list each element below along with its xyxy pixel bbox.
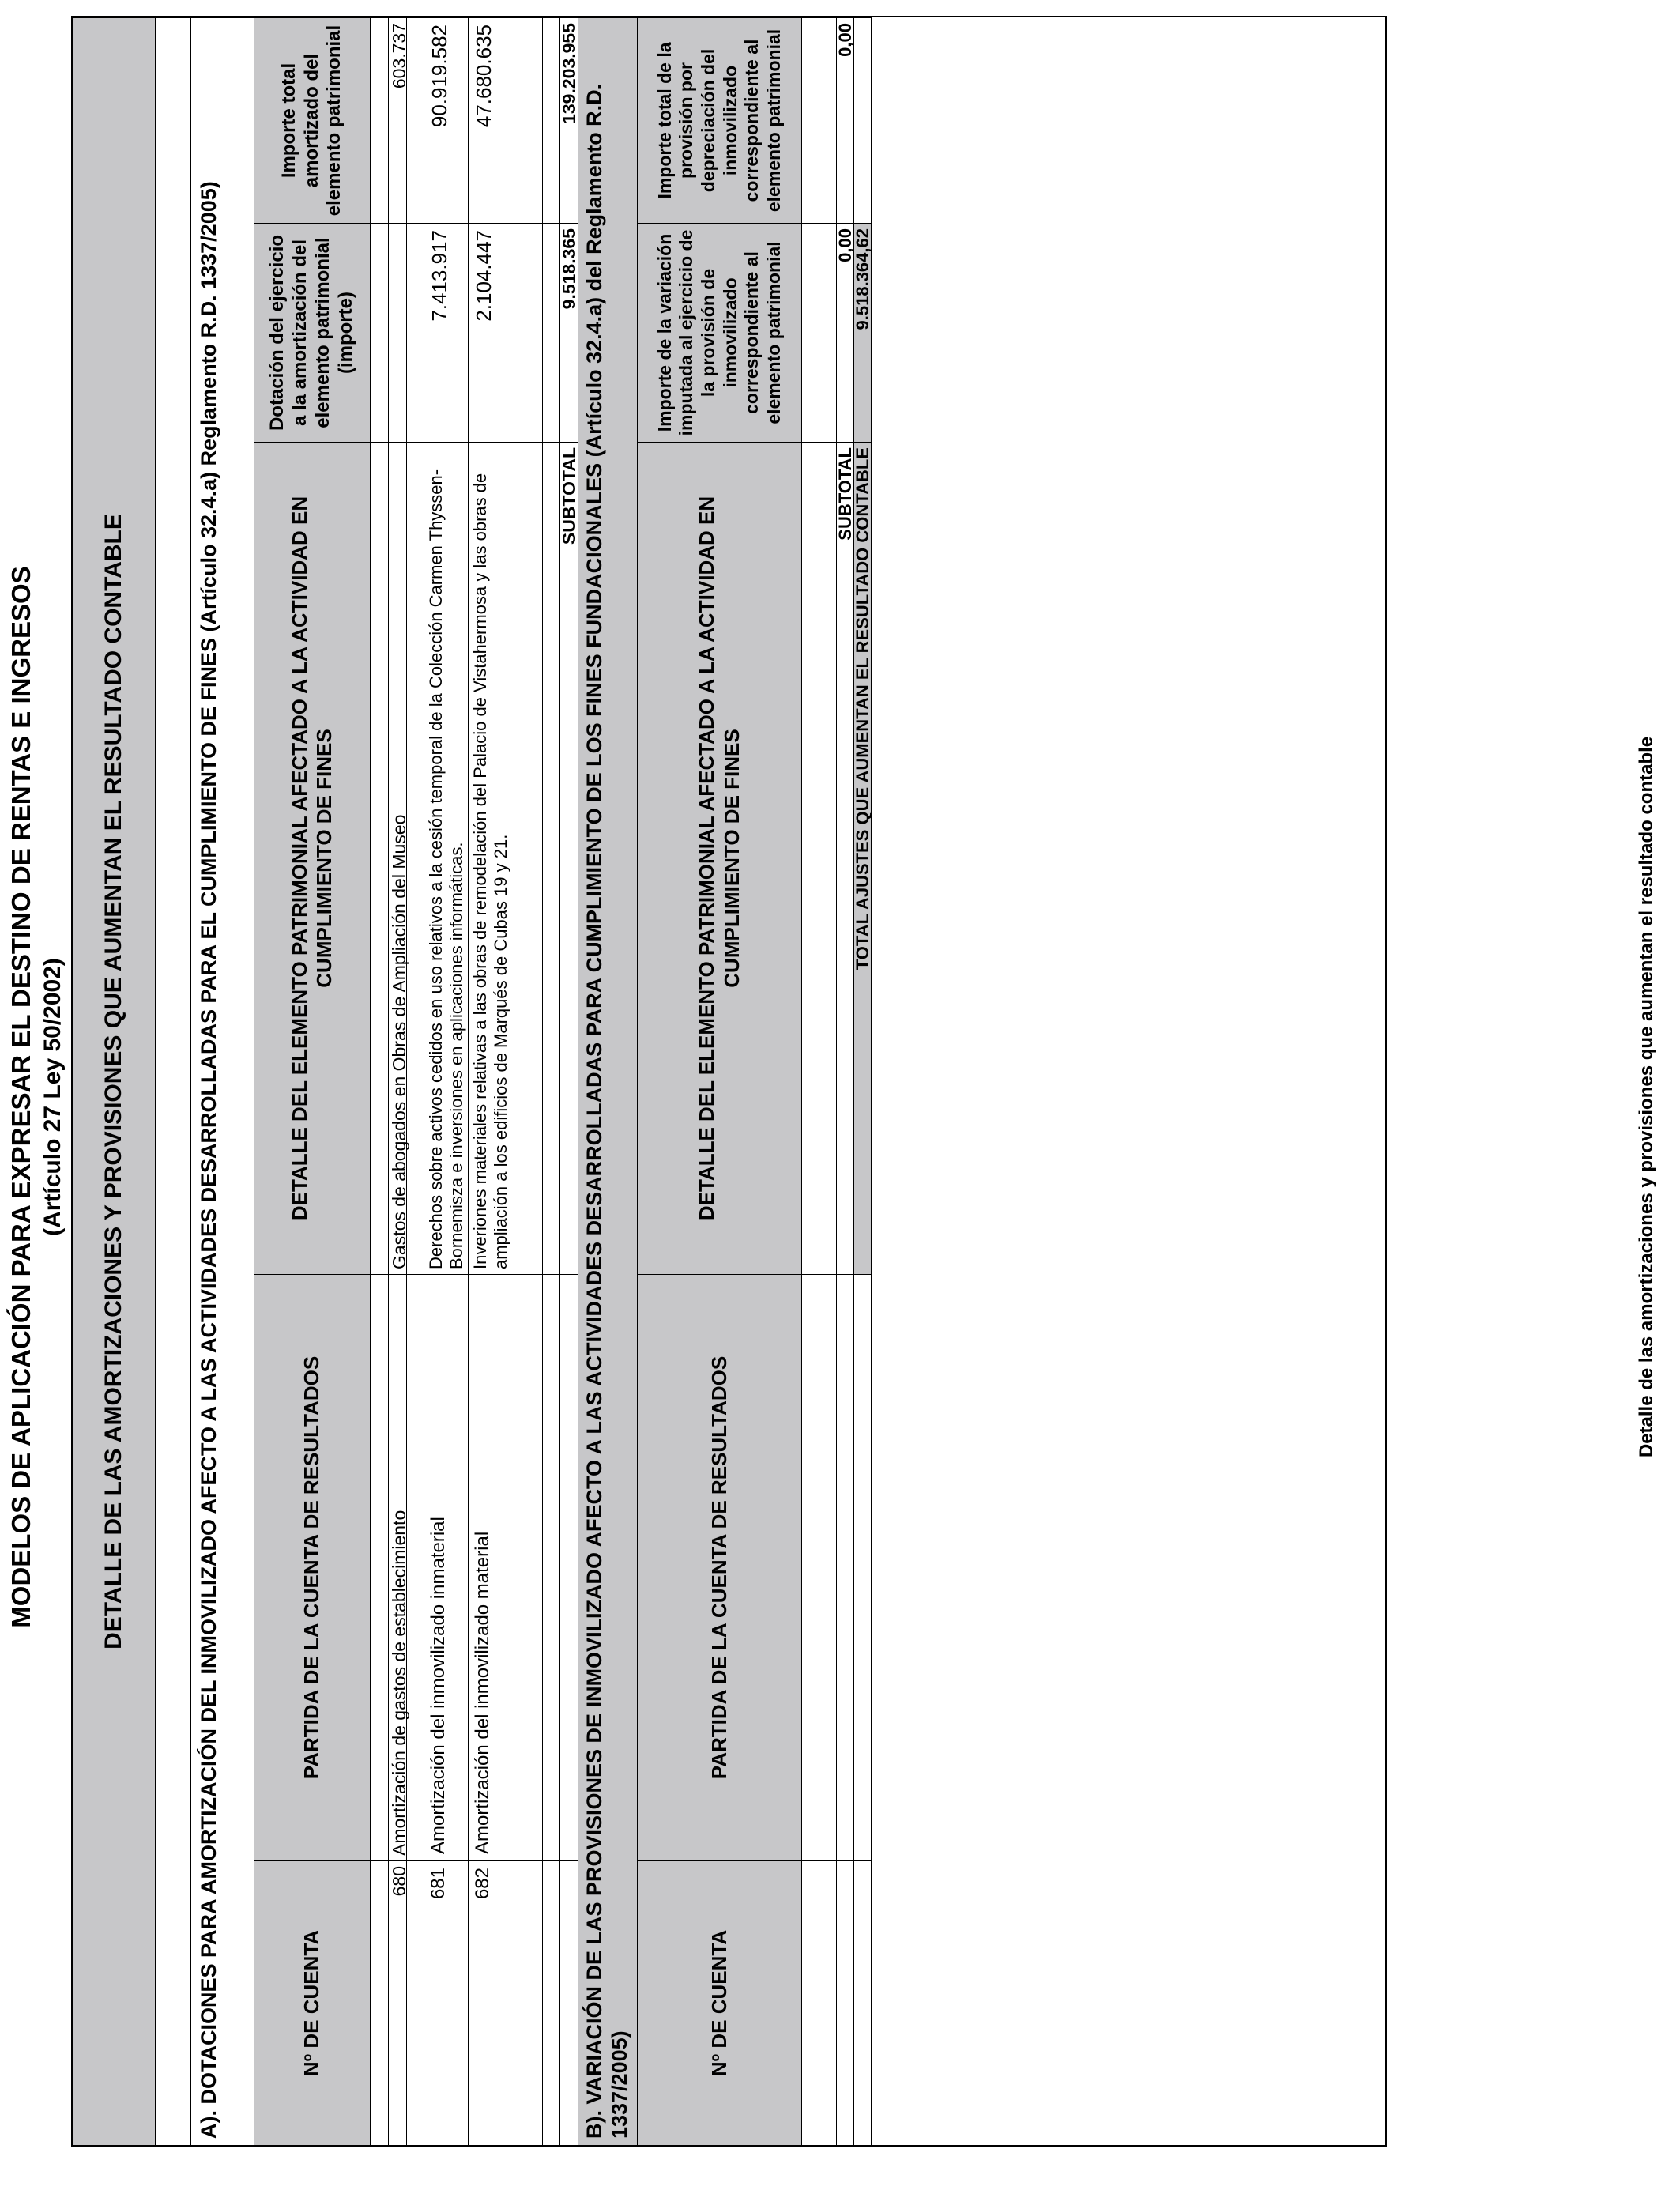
- blank-cell: [819, 1274, 837, 1860]
- blank-cell: [802, 1860, 819, 2145]
- header-a-cuenta: Nº DE CUENTA: [254, 1860, 371, 2145]
- page-footer: Detalle de las amortizaciones y provisiones que aumentan el resultado contable: [1636, 736, 1657, 1458]
- row-680-cuenta: 680: [389, 1860, 407, 2145]
- blank-cell: [371, 17, 389, 223]
- header-b-provision: Importe total de la provisión por depreciación del inmovilizado correspondiente al elemento patrimonial: [638, 17, 802, 223]
- blank-cell: [543, 1860, 560, 2145]
- header-a-partida: PARTIDA DE LA CUENTA DE RESULTADOS: [254, 1274, 371, 1860]
- blank-cell: [371, 1860, 389, 2145]
- header-b-cuenta: Nº DE CUENTA: [638, 1860, 802, 2145]
- blank-cell: [819, 1860, 837, 2145]
- blank-cell: [802, 442, 819, 1274]
- blank-cell: [560, 1860, 578, 2145]
- row-680-dotacion: [389, 223, 407, 442]
- total-value: 9.518.364,62: [854, 223, 872, 442]
- row-681-dotacion: 7.413.917: [424, 223, 469, 442]
- blank-cell: [837, 1274, 854, 1860]
- subtotal-b-label: SUBTOTAL: [837, 442, 854, 1274]
- spacer-row: [156, 17, 191, 2145]
- row-681-detalle: Derechos sobre activos cedidos en uso relativos a la cesión temporal de la Colección Carmen Thyssen-Bornemisza e inversiones en aplicaciones informáticas.: [424, 442, 469, 1274]
- row-681-partida: Amortización del inmovilizado inmaterial: [424, 1274, 469, 1860]
- blank-cell: [543, 442, 560, 1274]
- blank-cell: [407, 223, 424, 442]
- blank-cell: [371, 1274, 389, 1860]
- section-b-title: B). VARIACIÓN DE LAS PROVISIONES DE INMOVILIZADO AFECTO A LAS ACTIVIDADES DESARROLLADAS PARA CUMPLIMIENTO DE LOS FINES FUNDACIONALES (Artículo 32.4.a) del Reglamento R.D. 1337/2005): [578, 17, 638, 2145]
- row-681-importe: 90.919.582: [424, 17, 469, 223]
- row-680-detalle: Gastos de abogados en Obras de Ampliación del Museo: [389, 442, 407, 1274]
- row-680-importe: 603.737: [389, 17, 407, 223]
- row-682-importe: 47.680.635: [469, 17, 525, 223]
- blank-cell: [802, 17, 819, 223]
- header-a-detalle: DETALLE DEL ELEMENTO PATRIMONIAL AFECTADO A LA ACTIVIDAD EN CUMPLIMIENTO DE FINES: [254, 442, 371, 1274]
- blank-cell: [543, 1274, 560, 1860]
- header-a-importe: Importe total amortizado del elemento patrimonial: [254, 17, 371, 223]
- blank-cell: [371, 223, 389, 442]
- row-682-partida: Amortización del inmovilizado material: [469, 1274, 525, 1860]
- blank-cell: [560, 1274, 578, 1860]
- blank-cell: [407, 1274, 424, 1860]
- blank-cell: [837, 1860, 854, 2145]
- blank-cell: [525, 1274, 543, 1860]
- blank-cell: [854, 1274, 872, 1860]
- row-682-detalle: Inveriones materiales relativas a las obras de remodelación del Palacio de Vistahermosa y las obras de ampliación a los edificios de Marqués de Cubas 19 y 21.: [469, 442, 525, 1274]
- table-banner: DETALLE DE LAS AMORTIZACIONES Y PROVISIONES QUE AUMENTAN EL RESULTADO CONTABLE: [73, 17, 156, 2145]
- blank-cell: [819, 442, 837, 1274]
- row-680-partida: Amortización de gastos de establecimiento: [389, 1274, 407, 1860]
- page-subtitle: (Artículo 27 Ley 50/2002): [40, 958, 66, 1236]
- blank-cell: [371, 442, 389, 1274]
- blank-cell: [407, 442, 424, 1274]
- row-682-dotacion: 2.104.447: [469, 223, 525, 442]
- section-a-title: A). DOTACIONES PARA AMORTIZACIÓN DEL INMOVILIZADO AFECTO A LAS ACTIVIDADES DESARROLLADAS PARA EL CUMPLIMIENTO DE FINES (Artículo 32.4.a) Reglamento R.D. 1337/2005): [191, 17, 254, 2145]
- subtotal-a-dotacion: 9.518.365: [560, 223, 578, 442]
- blank-cell: [802, 1274, 819, 1860]
- row-681-cuenta: 681: [424, 1860, 469, 2145]
- subtotal-b-provision: 0,00: [837, 17, 854, 223]
- blank-cell: [525, 442, 543, 1274]
- page-title: MODELOS DE APLICACIÓN PARA EXPRESAR EL DESTINO DE RENTAS E INGRESOS: [6, 566, 36, 1628]
- blank-cell: [525, 223, 543, 442]
- header-b-variacion: Importe de la variación imputada al ejercicio de la provisión de inmovilizado correspondiente al elemento patrimonial: [638, 223, 802, 442]
- header-a-dotacion: Dotación del ejercicio a la amortización del elemento patrimonial (importe): [254, 223, 371, 442]
- total-label: TOTAL AJUSTES QUE AUMENTAN EL RESULTADO CONTABLE: [854, 442, 872, 1274]
- blank-cell: [854, 17, 872, 223]
- blank-cell: [802, 223, 819, 442]
- blank-cell: [525, 1860, 543, 2145]
- subtotal-b-variacion: 0,00: [837, 223, 854, 442]
- subtotal-a-importe: 139.203.955: [560, 17, 578, 223]
- header-b-partida: PARTIDA DE LA CUENTA DE RESULTADOS: [638, 1274, 802, 1860]
- blank-cell: [854, 1860, 872, 2145]
- blank-cell: [525, 17, 543, 223]
- blank-cell: [407, 1860, 424, 2145]
- row-682-cuenta: 682: [469, 1860, 525, 2145]
- header-b-detalle: DETALLE DEL ELEMENTO PATRIMONIAL AFECTADO A LA ACTIVIDAD EN CUMPLIMIENTO DE FINES: [638, 442, 802, 1274]
- blank-cell: [407, 17, 424, 223]
- subtotal-a-label: SUBTOTAL: [560, 442, 578, 1274]
- applications-table: [71, 16, 1387, 2147]
